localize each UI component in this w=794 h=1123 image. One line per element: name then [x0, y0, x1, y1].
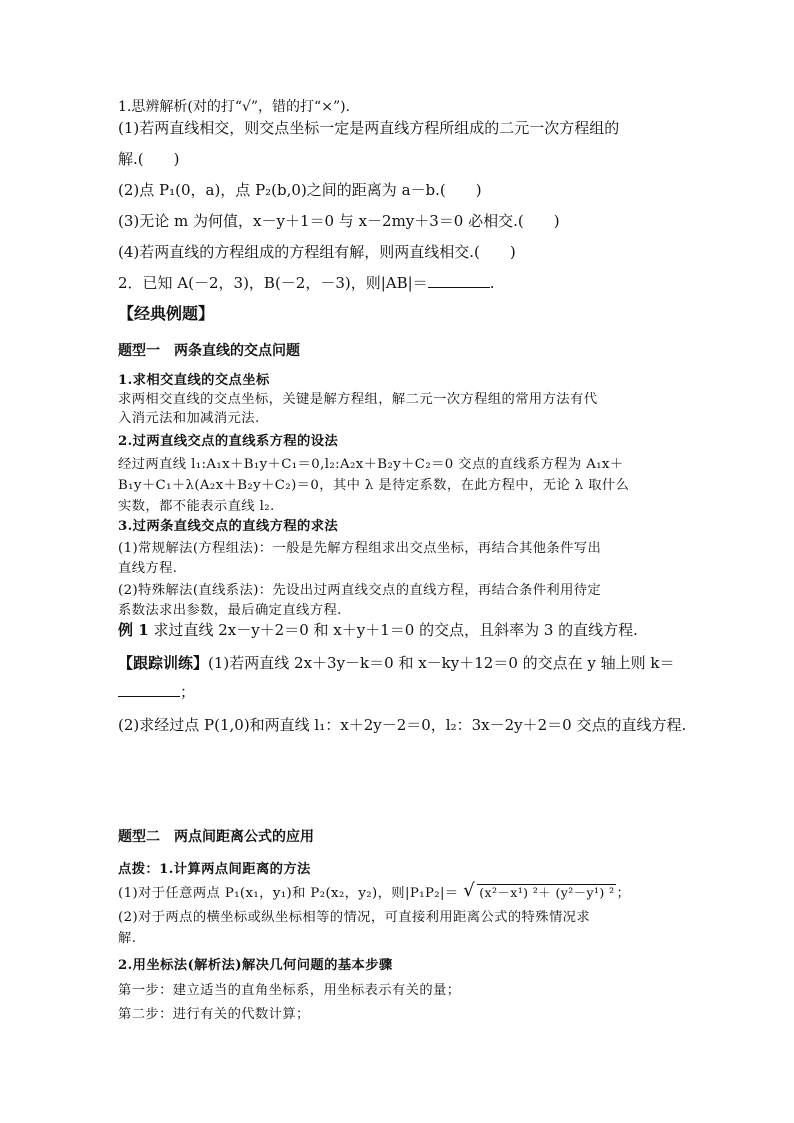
paragraph-3-c: (2)特殊解法(直线系法)：先设出过两直线交点的直线方程，再结合条件利用待定: [118, 583, 602, 598]
question-1-3: (3)无论 m 为何值，x－y＋1＝0 与 x－2my＋3＝0 必相交.( ): [118, 212, 560, 230]
paragraph-t2-2-b: 解.: [118, 931, 137, 946]
heading-4: 2.用坐标法(解析法)解决几何问题的基本步骤: [118, 958, 393, 973]
paragraph-2-c: 实数，都不能表示直线 l₂.: [118, 499, 275, 514]
question-1-4: (4)若两直线的方程组成的方程组有解，则两直线相交.( ): [118, 243, 516, 261]
section-heading-classic: 【经典例题】: [118, 304, 215, 323]
paragraph-2-b: B₁y＋C₁＋λ(A₂x＋B₂y＋C₂)＝0，其中 λ 是待定系数，在此方程中，无论 λ 取什么: [118, 478, 630, 493]
question-1-1-line-b: 解.( ): [118, 150, 180, 168]
step-1: 第一步：建立适当的直角坐标系，用坐标表示有关的量；: [118, 983, 461, 998]
distance-formula-line: [118, 880, 631, 903]
distance-formula-text: (1)对于任意两点 P₁(x₁，y₁)和 P₂(x₂，y₂)，则|P₁P₂|＝: [118, 886, 459, 901]
follow-up-1-answer: [118, 683, 195, 701]
follow-up-1-end: ；: [180, 683, 196, 701]
paragraph-1-b: 入消元法和加减消元法.: [118, 411, 260, 426]
paragraph-t2-2-a: (2)对于两点的横坐标或纵坐标相等的情况，可直接利用距离公式的特殊情况求: [118, 910, 591, 925]
question-2-text: 2．已知 A(－2，3)，B(－2，－3)，则|AB|＝: [118, 274, 428, 292]
follow-up-1-text: (1)若两直线 2x＋3y－k＝0 和 x－ky＋12＝0 的交点在 y 轴上则 k＝: [208, 654, 675, 672]
question-2-end: .: [489, 274, 495, 292]
question-1-2: (2)点 P₁(0，a)，点 P₂(b,0)之间的距离为 a－b.( ): [118, 181, 482, 199]
type-1-title: 题型一 两条直线的交点问题: [118, 343, 300, 359]
follow-up-2: (2)求经过点 P(1,0)和两直线 l₁：x＋2y－2＝0，l₂：3x－2y＋2＝0 交点的直线方程.: [118, 716, 687, 734]
question-1-1-line-a: (1)若两直线相交，则交点坐标一定是两直线方程所组成的二元一次方程组的: [118, 119, 620, 137]
type-2-title: 题型二 两点间距离公式的应用: [118, 829, 314, 845]
paragraph-1-a: 求两相交直线的交点坐标，关键是解方程组，解二元一次方程组的常用方法有代: [118, 392, 598, 407]
tip-label: 点拨：: [118, 862, 160, 877]
distance-formula-end: ；: [616, 886, 631, 901]
radical-sign-icon: √: [463, 880, 476, 901]
step-2: 第二步：进行有关的代数计算；: [118, 1007, 310, 1022]
heading-2: 2.过两直线交点的直线系方程的设法: [118, 434, 339, 449]
radicand: (x²－x¹) ²＋ (y²－y¹) ²: [479, 885, 615, 900]
heading-3: 3.过两条直线交点的直线方程的求法: [118, 519, 339, 534]
paragraph-3-b: 直线方程.: [118, 561, 178, 576]
answer-blank: [428, 275, 490, 288]
tip-heading: [118, 861, 311, 879]
paragraph-3-d: 系数法求出参数，最后确定直线方程.: [118, 603, 342, 618]
example-1-label: 例 1: [118, 621, 149, 639]
paragraph-3-a: (1)常规解法(方程组法)：一般是先解方程组求出交点坐标，再结合其他条件写出: [118, 541, 602, 556]
example-1-text: 求过直线 2x－y＋2＝0 和 x＋y＋1＝0 的交点，且斜率为 3 的直线方程.: [148, 621, 638, 639]
follow-up-1: [118, 654, 675, 672]
question-1-intro: 1.思辨解析(对的打“√”，错的打“×”).: [118, 99, 351, 115]
example-1: [118, 621, 638, 639]
tip-heading-1: 1.计算两点间距离的方法: [159, 862, 311, 877]
square-root-symbol: [463, 880, 616, 903]
follow-up-label: 【跟踪训练】: [118, 654, 209, 672]
paragraph-2-a: 经过两直线 l₁:A₁x＋B₁y＋C₁＝0,l₂:A₂x＋B₂y＋C₂＝0 交点的直线系方程为 A₁x＋: [118, 457, 624, 472]
question-2: [118, 274, 495, 292]
heading-1: 1.求相交直线的交点坐标: [118, 373, 270, 388]
answer-blank: [118, 684, 180, 697]
